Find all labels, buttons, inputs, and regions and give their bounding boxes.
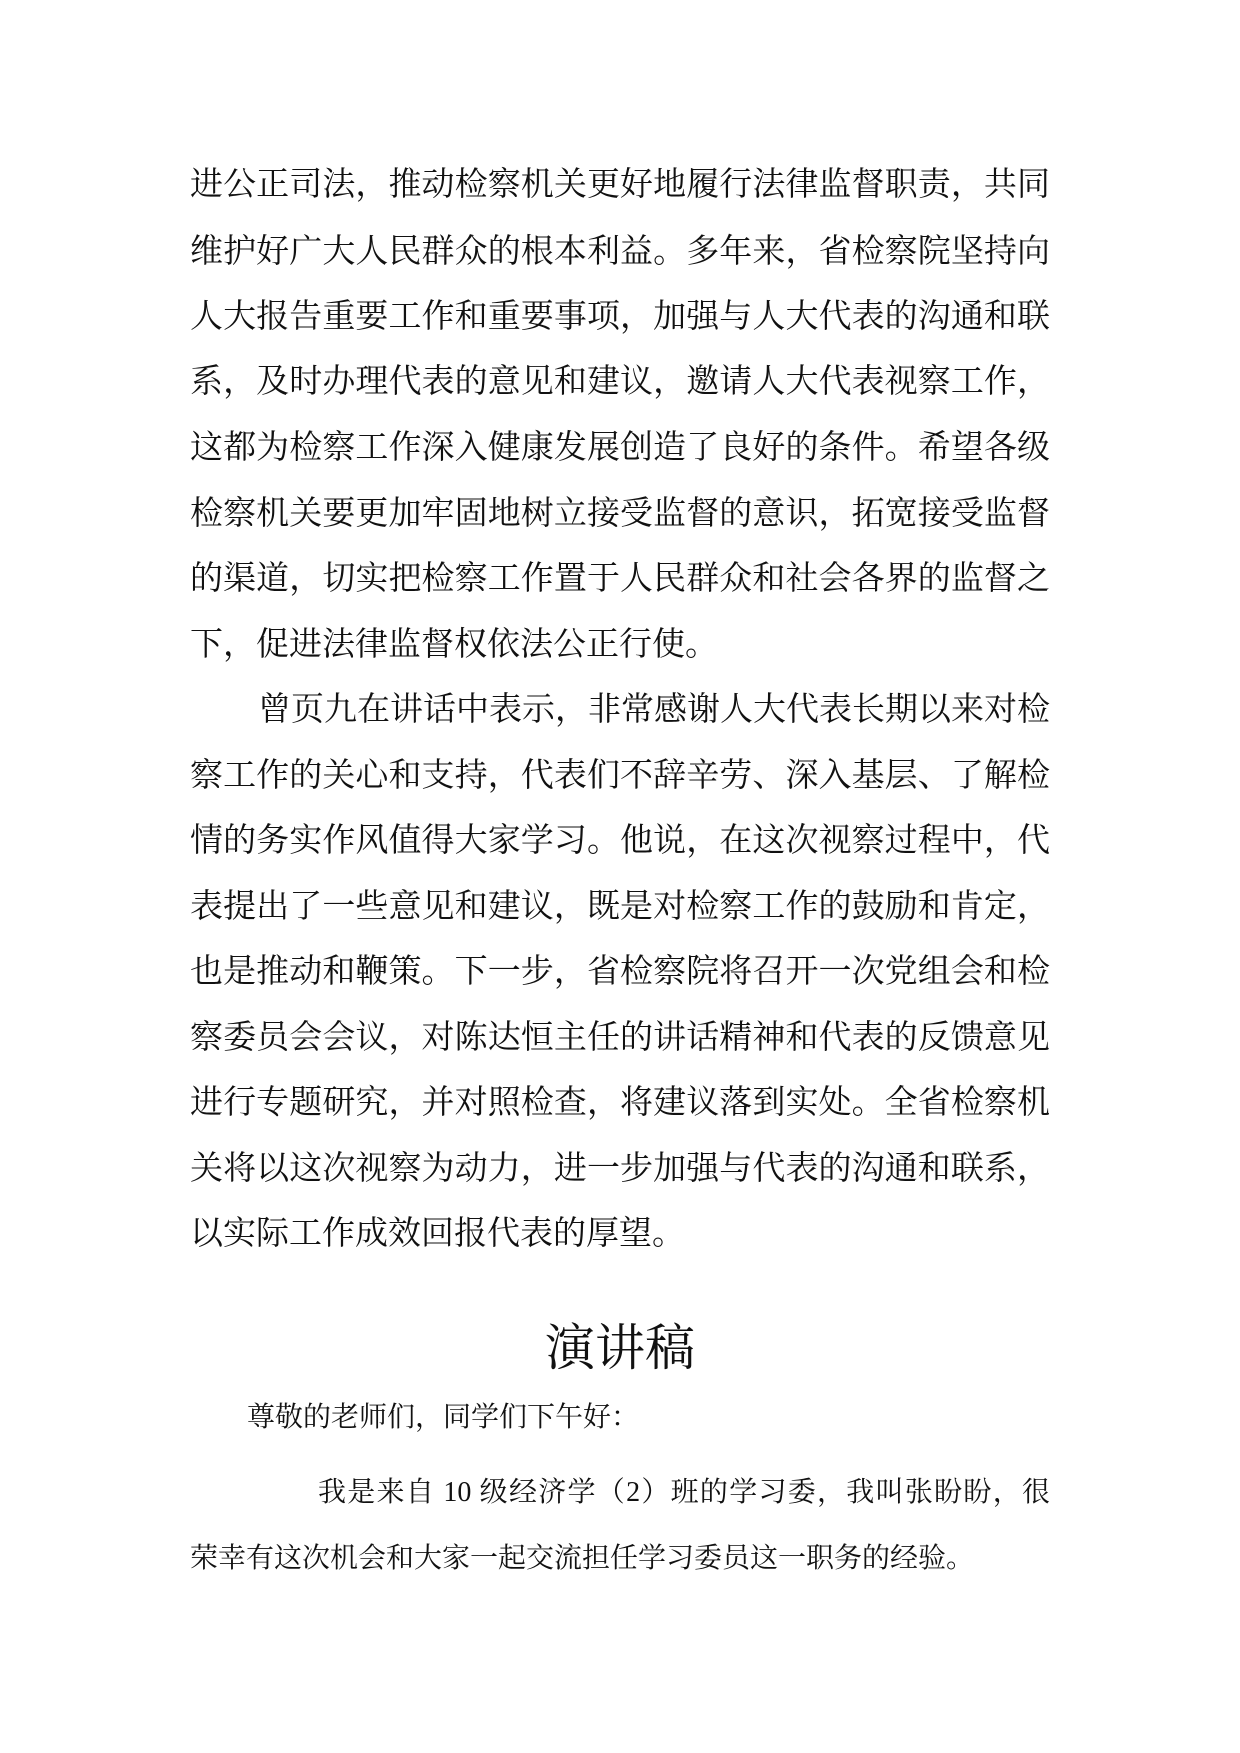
paragraph2-line-9: 以实际工作成效回报代表的厚望。	[190, 1213, 685, 1252]
speech-greeting: 尊敬的老师们，同学们下午好：	[247, 1402, 640, 1433]
paragraph2-line-6: 察委员会会议，对陈达恒主任的讲话精神和代表的反馈意见	[190, 1017, 1050, 1056]
paragraph2-line-2: 察工作的关心和支持，代表们不辞辛劳、深入基层、了解检	[190, 755, 1050, 794]
paragraph2-line-5: 也是推动和鞭策。下一步，省检察院将召开一次党组会和检	[190, 951, 1050, 990]
speech-title: 演讲稿	[545, 1319, 695, 1377]
paragraph2-line-8: 关将以这次视察为动力，进一步加强与代表的沟通和联系，	[190, 1148, 1050, 1187]
paragraph2-line-7: 进行专题研究，并对照检查，将建议落到实处。全省检察机	[190, 1082, 1050, 1121]
paragraph1-line-1: 进公正司法，推动检察机关更好地履行法律监督职责，共同	[190, 164, 1050, 203]
speech-intro-line-2: 荣幸有这次机会和大家一起交流担任学习委员这一职务的经验。	[190, 1543, 975, 1574]
speech-intro-line-1: 我是来自 10 级经济学（2）班的学习委，我叫张盼盼，很	[318, 1477, 1050, 1508]
paragraph1-line-6: 检察机关要更加牢固地树立接受监督的意识，拓宽接受监督	[190, 493, 1050, 532]
paragraph1-line-3: 人大报告重要工作和重要事项，加强与人大代表的沟通和联	[190, 296, 1050, 335]
paragraph2-line-3: 情的务实作风值得大家学习。他说，在这次视察过程中，代	[190, 820, 1050, 859]
paragraph1-line-4: 系，及时办理代表的意见和建议，邀请人大代表视察工作，	[190, 361, 1050, 400]
paragraph1-line-7: 的渠道，切实把检察工作置于人民群众和社会各界的监督之	[190, 558, 1050, 597]
paragraph1-line-5: 这都为检察工作深入健康发展创造了良好的条件。希望各级	[190, 427, 1050, 466]
paragraph2-line-4: 表提出了一些意见和建议，既是对检察工作的鼓励和肯定，	[190, 886, 1050, 925]
paragraph1-line-8: 下，促进法律监督权依法公正行使。	[190, 624, 718, 663]
paragraph2-line-1: 曾页九在讲话中表示，非常感谢人大代表长期以来对检	[258, 689, 1050, 728]
paragraph1-line-2: 维护好广大人民群众的根本利益。多年来，省检察院坚持向	[190, 231, 1050, 270]
